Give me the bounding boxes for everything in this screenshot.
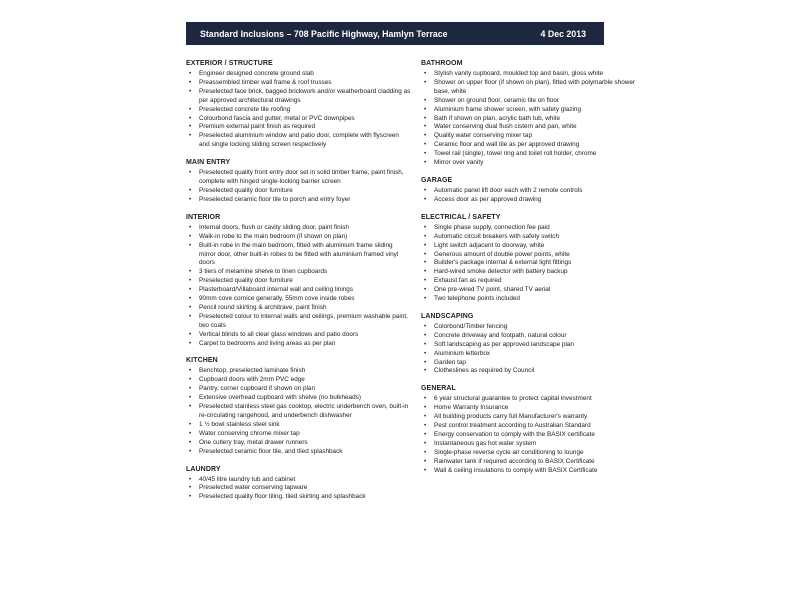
- list-item: • Pantry, corner cupboard if shown on plan: [186, 385, 411, 394]
- inclusion-list: [186, 367, 411, 456]
- inclusion-list: [186, 70, 411, 150]
- list-item: • Soft landscaping as per approved landscape plan: [421, 341, 646, 350]
- list-item: • Preselected quality front entry door set in solid timber frame, paint finish, complete with hinged single-locking barrier screen: [186, 169, 411, 187]
- section-heading: ELECTRICAL / SAFETY: [421, 213, 501, 221]
- section-heading: GENERAL: [421, 385, 456, 393]
- list-item: • Concrete driveway and footpath, natural colour: [421, 332, 646, 341]
- section-laundry: [186, 466, 411, 503]
- section-heading: KITCHEN: [186, 357, 218, 365]
- list-item: • All building products carry full Manufacturer's warranty: [421, 413, 646, 422]
- list-item: • Vertical blinds to all clear glass windows and patio doors: [186, 331, 411, 340]
- list-item: • Shower on ground floor, ceramic tile on floor: [421, 97, 646, 106]
- section-kitchen: [186, 357, 411, 456]
- list-item: • Plasterboard/Villaboard internal wall and ceiling linings: [186, 286, 411, 295]
- list-item: • Preselected aluminium window and patio door, complete with flyscreen and single locking sliding screen respectively: [186, 132, 411, 150]
- list-item: • Hard-wired smoke detector with battery backup: [421, 268, 646, 277]
- list-item: • Preselected concrete tile roofing: [186, 106, 411, 115]
- inclusion-list: [421, 323, 646, 376]
- list-item: • Walk-in robe to the main bedroom (if shown on plan): [186, 233, 411, 242]
- list-item: • Single-phase reverse cycle air conditioning to lounge: [421, 449, 646, 458]
- document-date: 4 Dec 2013: [540, 28, 586, 39]
- list-item: • Preselected quality floor tiling, tiled skirting and splashback: [186, 493, 411, 502]
- list-item: • 90mm cove cornice generally, 55mm cove inside robes: [186, 295, 411, 304]
- section-exterior-structure: [186, 60, 411, 150]
- inclusion-list: [421, 224, 646, 304]
- inclusion-list: [186, 224, 411, 349]
- list-item: • 40/45 litre laundry tub and cabinet: [186, 476, 411, 485]
- section-heading: INTERIOR: [186, 213, 221, 221]
- section-heading: MAIN ENTRY: [186, 159, 231, 167]
- list-item: • Water conserving dual flush cistern and pan, white: [421, 123, 646, 132]
- list-item: • Aluminium letterbox: [421, 350, 646, 359]
- list-item: • Built-in robe in the main bedroom, fitted with aluminium frame sliding mirror door, other built-in robes to be fitted with aluminium framed vinyl doors: [186, 242, 411, 269]
- list-item: • Instantaneous gas hot water system: [421, 440, 646, 449]
- list-item: • Stylish vanity cupboard, moulded top and basin, gloss white: [421, 70, 646, 79]
- list-item: • One pre-wired TV point, shared TV aerial: [421, 286, 646, 295]
- list-item: • Energy conservation to comply with the BASIX certificate: [421, 431, 646, 440]
- list-item: • Cupboard doors with 2mm PVC edge: [186, 376, 411, 385]
- document-title: Standard Inclusions – 708 Pacific Highway, Hamlyn Terrace: [200, 28, 448, 39]
- list-item: • Clotheslines as required by Council: [421, 367, 646, 376]
- left-column: [186, 60, 411, 511]
- list-item: • Pest control treatment according to Australian Standard: [421, 422, 646, 431]
- section-interior: [186, 214, 411, 349]
- inclusion-list: [421, 395, 646, 475]
- section-heading: LANDSCAPING: [421, 312, 474, 320]
- list-item: • Preselected quality door furniture: [186, 187, 411, 196]
- list-item: • Preassembled timber wall frame & roof trusses: [186, 79, 411, 88]
- list-item: • Engineer designed concrete ground slab: [186, 70, 411, 79]
- section-main-entry: [186, 159, 411, 205]
- list-item: • Preselected quality door furniture: [186, 277, 411, 286]
- list-item: • Automatic circuit breakers with safety switch: [421, 233, 646, 242]
- list-item: • Colourbond fascia and gutter, metal or PVC downpipes: [186, 115, 411, 124]
- inclusion-list: [421, 70, 646, 168]
- section-heading: LAUNDRY: [186, 465, 221, 473]
- list-item: • Garden tap: [421, 359, 646, 368]
- list-item: • Two telephone points included: [421, 295, 646, 304]
- header-banner: [186, 22, 604, 45]
- list-item: • Preselected face brick, bagged brickwork and/or weatherboard cladding as per approved architectural drawings: [186, 88, 411, 106]
- list-item: • Preselected water conserving tapware: [186, 484, 411, 493]
- section-heading: BATHROOM: [421, 60, 463, 67]
- list-item: • Preselected stainless steel gas cooktop, electric underbench oven, built-in re-circulating rangehood, and underbench dishwasher: [186, 403, 411, 421]
- list-item: • Generous amount of double power points, white: [421, 251, 646, 260]
- inclusion-list: [186, 169, 411, 205]
- list-item: • Preselected ceramic floor tile to porch and entry foyer: [186, 196, 411, 205]
- list-item: • Shower on upper floor (if shown on plan), fitted with polymarble shower base, white: [421, 79, 646, 97]
- list-item: • Exhaust fan as required: [421, 277, 646, 286]
- list-item: • Towel rail (single), towel ring and toilet roll holder, chrome: [421, 150, 646, 159]
- section-electrical-safety: [421, 214, 646, 304]
- list-item: • Carpet to bedrooms and living areas as per plan: [186, 340, 411, 349]
- list-item: • Bath if shown on plan, acrylic bath tub, white: [421, 115, 646, 124]
- list-item: • Water conserving chrome mixer tap: [186, 430, 411, 439]
- list-item: • Extensive overhead cupboard with shelve (no bulkheads): [186, 394, 411, 403]
- section-garage: [421, 177, 646, 205]
- list-item: • Builder's package internal & external light fittings: [421, 259, 646, 268]
- list-item: • One cutlery tray, metal drawer runners: [186, 439, 411, 448]
- list-item: • Rainwater tank if required according to BASIX Certificate: [421, 458, 646, 467]
- list-item: • Colorbond/Timber fencing: [421, 323, 646, 332]
- inclusion-list: [186, 476, 411, 503]
- list-item: • Premium external paint finish as required: [186, 123, 411, 132]
- inclusion-list: [421, 187, 646, 205]
- list-item: • Benchtop, preselected laminate finish: [186, 367, 411, 376]
- list-item: • 6 year structural guarantee to protect capital investment: [421, 395, 646, 404]
- list-item: • Quality water conserving mixer tap: [421, 132, 646, 141]
- list-item: • Internal doors, flush or cavity sliding door, paint finish: [186, 224, 411, 233]
- list-item: • 1 ½ bowl stainless steel sink: [186, 421, 411, 430]
- section-bathroom: [421, 60, 646, 168]
- list-item: • Aluminium frame shower screen, with safety glazing: [421, 106, 646, 115]
- list-item: • Access door as per approved drawing: [421, 196, 646, 205]
- list-item: • Preselected colour to internal walls and ceilings, premium washable paint, two coats: [186, 313, 411, 331]
- list-item: • Ceramic floor and wall tile as per approved drawing: [421, 141, 646, 150]
- list-item: • Light switch adjacent to doorway, white: [421, 242, 646, 251]
- list-item: • Mirror over vanity: [421, 159, 646, 168]
- list-item: • Home Warranty Insurance: [421, 404, 646, 413]
- list-item: • 3 tiers of melamine shelve to linen cupboards: [186, 268, 411, 277]
- section-landscaping: [421, 313, 646, 376]
- section-heading: GARAGE: [421, 176, 453, 184]
- section-heading: EXTERIOR / STRUCTURE: [186, 60, 273, 67]
- list-item: • Preselected ceramic floor tile, and tiled splashback: [186, 448, 411, 457]
- list-item: • Wall & ceiling insulations to comply with BASIX Certificate: [421, 467, 646, 476]
- list-item: • Single phase supply, connection fee paid: [421, 224, 646, 233]
- list-item: • Pencil round skirting & architrave, paint finish: [186, 304, 411, 313]
- section-general: [421, 385, 646, 475]
- right-column: [421, 60, 646, 485]
- list-item: • Automatic panel lift door each with 2 remote controls: [421, 187, 646, 196]
